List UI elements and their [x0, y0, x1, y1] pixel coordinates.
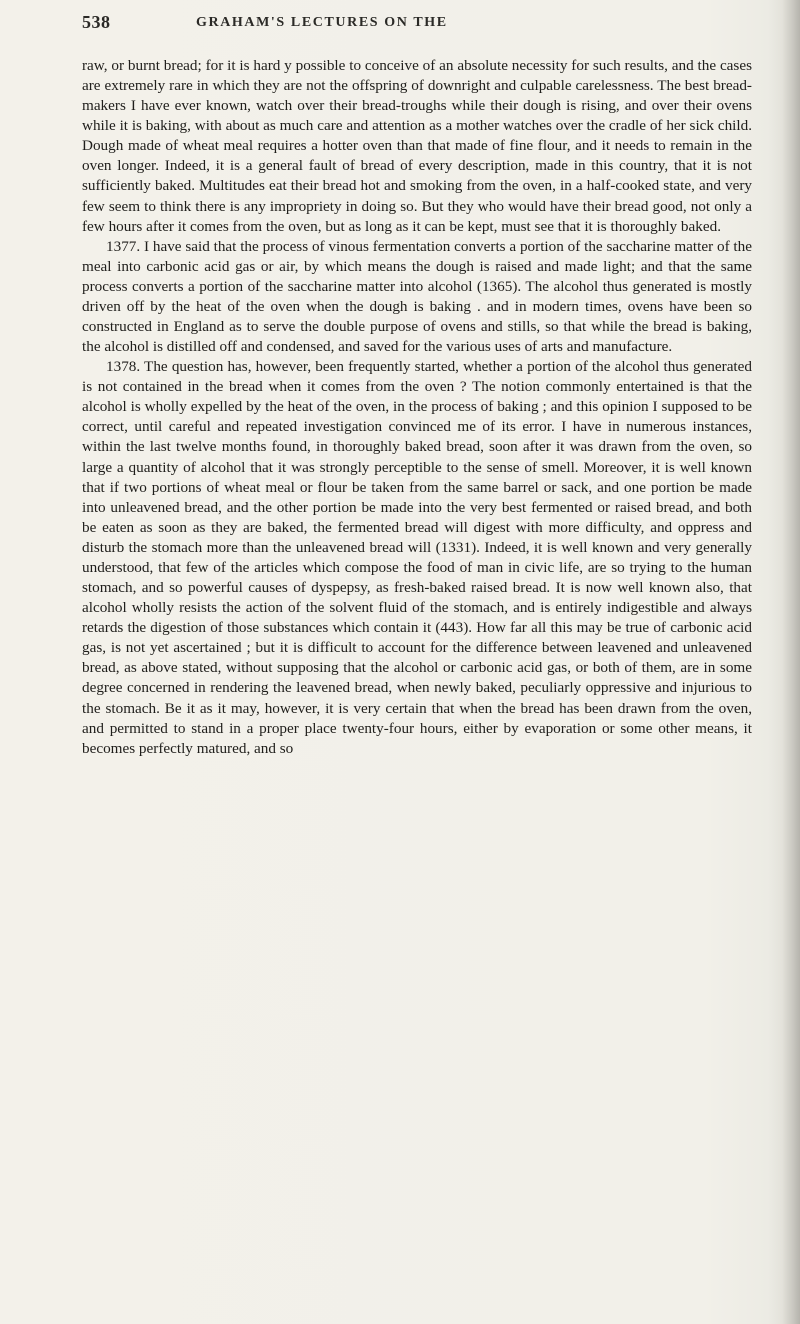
paragraph-1378: 1378. The question has, however, been frequently started, whether a portion of the alcohol thus generated is not contained in the bread when it comes from the oven ? The notion commonly entertained is that the alcohol is wholly expelled by the heat of the oven, in the process of baking ; and this opinion I supposed to be correct, until careful and repeated investigation convinced me of its error. I have in numerous instances, within the last twelve months found, in thoroughly baked bread, soon after it was drawn from the oven, so large a quantity of alcohol that it was strongly perceptible to the sense of smell. Moreover, it is well known that if two portions of wheat meal or flour be taken from the same barrel or sack, and one portion be made into unleavened bread, and the other portion be made into the very best fermented or raised bread, and both be eaten as soon as they are baked, the fermented bread will digest with more difficulty, and oppress and disturb the stomach more than the unleavened bread will (1331). Indeed, it is well known and very generally understood, that few of the articles which compose the food of man in civic life, are so trying to the human stomach, and so powerful causes of dyspepsy, as fresh-baked raised bread. It is now well known also, that alcohol wholly resists the action of the solvent fluid of the stomach, and is entirely indigestible and always retards the digestion of those substances which contain it (443). How far all this may be true of carbonic acid gas, is not yet ascertained ; but it is difficult to account for the difference between leavened and unleavened bread, as above stated, without supposing that the alcohol or carbonic acid gas, or both of them, are in some degree concerned in rendering the leavened bread, when newly baked, peculiarly oppressive and injurious to the stomach. Be it as it may, however, it is very certain that when the bread has been drawn from the oven, and permitted to stand in a proper place twenty-four hours, either by evaporation or some other means, it becomes perfectly matured, and so — [82, 358, 752, 757]
page-edge-shadow — [782, 0, 800, 1324]
running-head: GRAHAM'S LECTURES ON THE — [196, 15, 448, 30]
page-header — [82, 12, 752, 38]
paragraph-continuation: raw, or burnt bread; for it is hard y possible to conceive of an absolute necessity for such results, and the cases are extremely rare in which they are not the offspring of downright and culpable carelessness. The best bread-makers I have ever known, watch over their bread-troughs while their dough is rising, and over their ovens while it is baking, with about as much care and attention as a mother watches over the cradle of her sick child. Dough made of wheat meal requires a hotter oven than that made of fine flour, and it needs to remain in the oven longer. Indeed, it is a general fault of bread of every description, made in this country, that it is not sufficiently baked. Multitudes eat their bread hot and smoking from the oven, in a half-cooked state, and very few seem to think there is any impropriety in doing so. But they who would have their bread good, not only a few hours after it comes from the oven, but as long as it can be kept, must see that it is thoroughly baked. — [82, 57, 752, 235]
body-text — [82, 56, 752, 759]
paragraph-1377: 1377. I have said that the process of vinous fermentation converts a portion of the saccharine matter of the meal into carbonic acid gas or air, by which means the dough is raised and made light; and that the same process converts a portion of the saccharine matter into alcohol (1365). The alcohol thus generated is mostly driven off by the heat of the oven when the dough is baking . and in modern times, ovens have been so constructed in England as to serve the double purpose of ovens and stills, so that while the bread is baking, the alcohol is distilled off and condensed, and saved for the various uses of arts and manufacture. — [82, 237, 752, 356]
page-number: 538 — [82, 12, 111, 32]
